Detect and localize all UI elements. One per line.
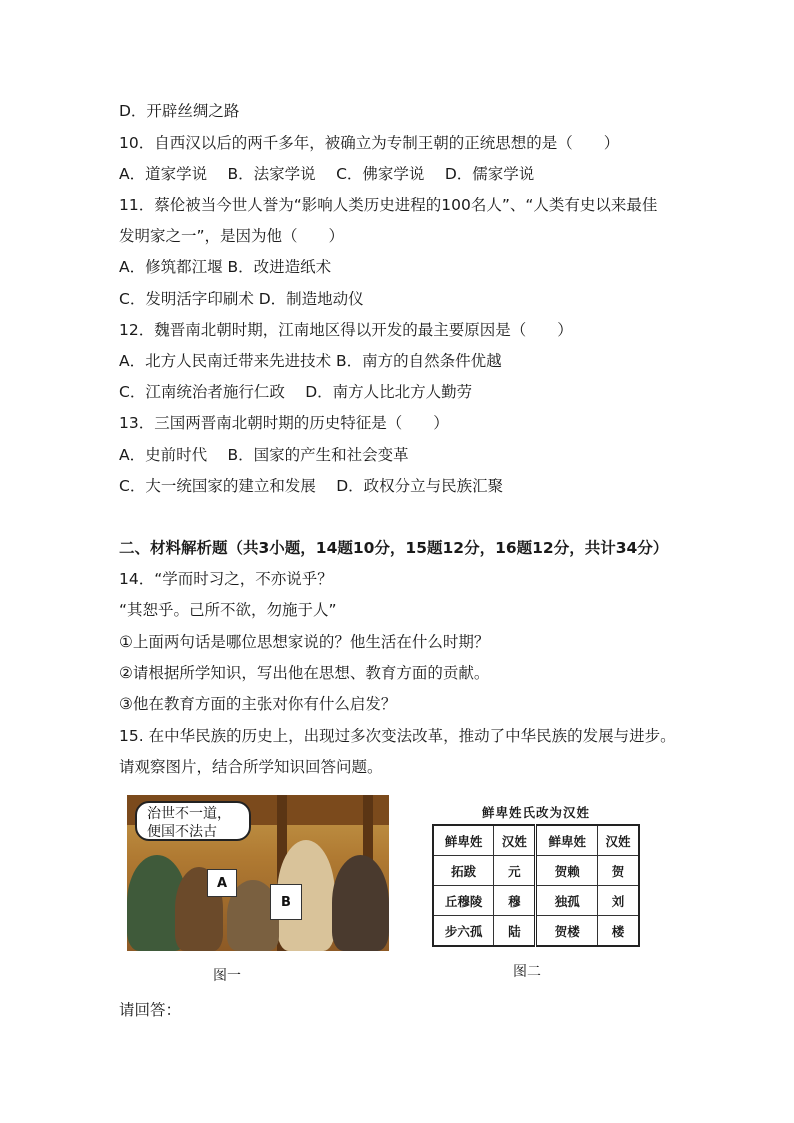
prompt-text: 请回答： xyxy=(119,1001,182,1019)
table-row xyxy=(433,856,639,886)
table-cell: 贺 xyxy=(598,856,639,886)
table-cell: 拓跋 xyxy=(433,856,494,886)
text-line: D．开辟丝绸之路 xyxy=(119,102,240,120)
table-cell: 元 xyxy=(494,856,536,886)
table-row xyxy=(433,916,639,947)
table-header-cell: 鲜卑姓 xyxy=(536,825,598,856)
table-header-cell: 鲜卑姓 xyxy=(433,825,494,856)
table-cell: 步六孤 xyxy=(433,916,494,947)
table-cell: 穆 xyxy=(494,886,536,916)
text-line: 发明家之一”，是因为他（ ） xyxy=(119,227,345,245)
table-cell: 陆 xyxy=(494,916,536,947)
text-line: 请观察图片，结合所学知识回答问题。 xyxy=(119,758,383,776)
text-line: A．修筑都江堰 B．改进造纸术 xyxy=(119,258,332,276)
text-line: A．史前时代 B．国家的产生和社会变革 xyxy=(119,446,409,464)
official-figure xyxy=(332,855,389,951)
text-line: C．大一统国家的建立和发展 D．政权分立与民族汇聚 xyxy=(119,477,504,495)
table-header-row xyxy=(433,825,639,856)
text-line: “其恕乎。己所不欲，勿施于人” xyxy=(119,601,337,619)
table-row xyxy=(433,886,639,916)
text-line: A．北方人民南迁带来先进技术 B．南方的自然条件优越 xyxy=(119,352,502,370)
text-line: 15. 在中华民族的历史上，出现过多次变法改革，推动了中华民族的发展与进步。 xyxy=(119,727,676,745)
surname-table xyxy=(432,824,640,947)
text-line: ①上面两句话是哪位思想家说的？他生活在什么时期？ xyxy=(119,633,490,651)
text-line: ③他在教育方面的主张对你有什么启发？ xyxy=(119,695,397,713)
section-title: 二、材料解析题（共3小题，14题10分，15题12分，16题12分，共计34分） xyxy=(119,539,669,557)
figure-2-caption: 图二 xyxy=(513,964,541,980)
text-line: A．道家学说 B．法家学说 C．佛家学说 D．儒家学说 xyxy=(119,165,535,183)
bubble-line: 治世不一道， xyxy=(147,806,231,822)
table-cell: 独孤 xyxy=(536,886,598,916)
table-cell: 贺赖 xyxy=(536,856,598,886)
bubble-line: 便国不法古 xyxy=(147,824,217,840)
text-line: 13．三国两晋南北朝时期的历史特征是（ ） xyxy=(119,414,449,432)
table-header-cell: 汉姓 xyxy=(598,825,639,856)
text-line: C．发明活字印刷术 D．制造地动仪 xyxy=(119,290,364,308)
text-line: 11．蔡伦被当今世人誉为“影响人类历史进程的100名人”、“人类有史以来最佳 xyxy=(119,196,658,214)
text-line: ②请根据所学知识，写出他在思想、教育方面的贡献。 xyxy=(119,664,490,682)
table-header-cell: 汉姓 xyxy=(494,825,536,856)
figure-1-illustration xyxy=(127,795,389,951)
text-line: 14．“学而时习之，不亦说乎？ xyxy=(119,570,333,588)
text-line: 12．魏晋南北朝时期，江南地区得以开发的最主要原因是（ ） xyxy=(119,321,573,339)
text-line: 10．自西汉以后的两千多年，被确立为专制王朝的正统思想的是（ ） xyxy=(119,134,620,152)
table-cell: 丘穆陵 xyxy=(433,886,494,916)
label-a: A xyxy=(207,869,237,897)
label-b: B xyxy=(270,884,302,920)
table-cell: 贺楼 xyxy=(536,916,598,947)
table-cell: 刘 xyxy=(598,886,639,916)
table-cell: 楼 xyxy=(598,916,639,947)
text-line: C．江南统治者施行仁政 D．南方人比北方人勤劳 xyxy=(119,383,473,401)
figure-2-table xyxy=(432,802,640,947)
table-title: 鲜卑姓氏改为汉姓 xyxy=(481,805,590,820)
figure-1-caption: 图一 xyxy=(213,968,241,984)
speech-bubble xyxy=(135,801,251,841)
